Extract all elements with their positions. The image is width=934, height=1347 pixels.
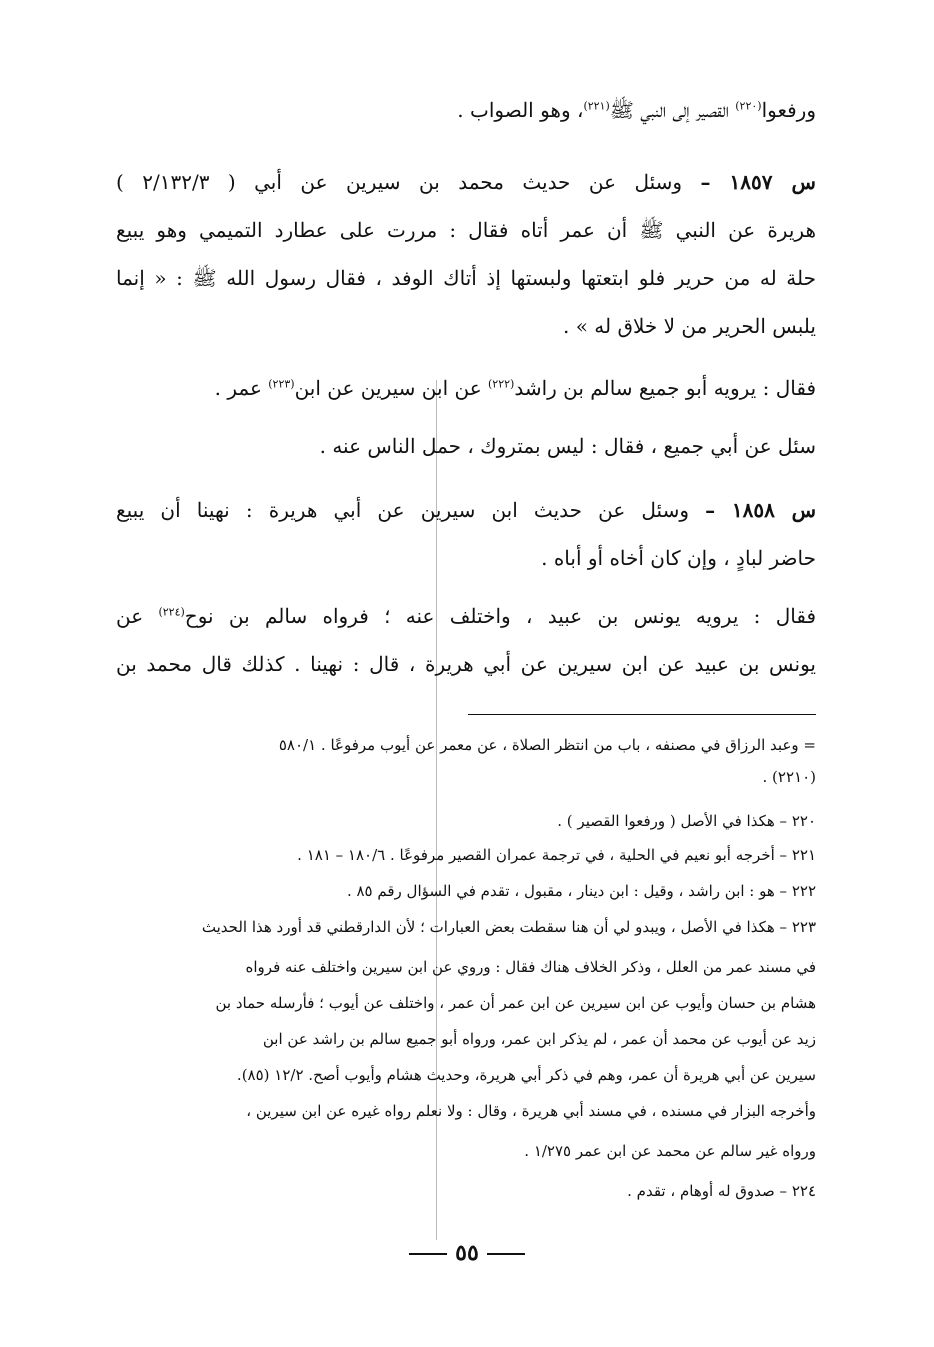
text-run: القصير إلى النبي ﷺ — [609, 98, 736, 122]
question-1857-line-2: هريرة عن النبي ﷺ أن عمر أتاه فقال : مررت على عطارد التميمي وهو يبيع — [116, 218, 816, 242]
footnote-223-line-1: ٢٢٣ – هكذا في الأصل ، ويبدو لي أن هنا سقطت بعض العبارات ؛ لأن الدارقطني قد أورد هذا الحديث — [201, 918, 816, 936]
footnote-223-line-4: زيد عن أيوب عن محمد أن عمر ، لم يذكر ابن عمر، ورواه أبو جميع سالم بن راشد عن ابن — [262, 1030, 816, 1048]
question-number: س ١٨٥٨ – — [705, 498, 816, 522]
text-run: عمر . — [214, 376, 269, 400]
question-number: س ١٨٥٧ – — [700, 170, 816, 194]
footnote-ref[interactable]: (٢٢٢) — [488, 377, 515, 391]
footnote-222: ٢٢٢ – هو : ابن راشد ، وقيل : ابن دينار ، مقبول ، تقدم في السؤال رقم ٨٥ . — [346, 882, 816, 900]
page-number-block — [0, 1240, 934, 1266]
footnote-ref[interactable]: (٢٢٣) — [268, 377, 295, 391]
text-run: عن ابن سيرين عن ابن — [294, 376, 488, 400]
answer-1857-line-1 — [116, 378, 816, 398]
footnote-223-line-7: ورواه غير سالم عن محمد عن ابن عمر ١/٢٧٥ . — [524, 1142, 816, 1160]
page-number: ٥٥ — [455, 1240, 479, 1266]
footnote-223-line-6: وأخرجه البزار في مسنده ، في مسند أبي هريرة ، وقال : ولا نعلم رواه غيره عن ابن سيرين ، — [246, 1102, 816, 1120]
answer-1857-line-2: سئل عن أبي جميع ، فقال : ليس بمتروك ، حمل الناس عنه . — [319, 434, 816, 458]
text-run: ورفعوا — [761, 98, 816, 122]
footnote-ref[interactable]: (٢٢٠) — [735, 99, 762, 113]
footnote-223-line-5: سيرين عن أبي هريرة أن عمر، وهم في ذكر أبي هريرة، وحديث هشام وأيوب أصح. ١٢/٢ (٨٥). — [236, 1066, 816, 1084]
footnote-224: ٢٢٤ – صدوق له أوهام ، تقدم . — [627, 1182, 816, 1200]
text-run: ، وهو الصواب . — [457, 98, 584, 122]
footnote-ref[interactable]: (٢٢٤) — [158, 605, 185, 619]
answer-1858-line-2: يونس بن عبيد عن ابن سيرين عن أبي هريرة ، قال : نهينا . كذلك قال محمد بن — [116, 652, 816, 676]
footnote-220: ٢٢٠ – هكذا في الأصل ( ورفعوا القصير ) . — [557, 812, 816, 830]
text-run: عن — [116, 604, 159, 628]
question-1857-line-3: حلة له من حرير فلو ابتعتها ولبستها إذ أتاك الوفد ، فقال رسول الله ﷺ : « إنما — [116, 266, 816, 290]
text-run: وسئل عن حديث محمد بن سيرين عن أبي ( ٢/١٣٢/٣ ) — [116, 170, 701, 194]
question-1857-line-4: يلبس الحرير من لا خلاق له » . — [563, 314, 816, 338]
footnote-continuation-line: = وعبد الرزاق في مصنفه ، باب من انتظر الصلاة ، عن معمر عن أيوب مرفوعًا . ٥٨٠/١ — [278, 736, 816, 754]
text-run: وسئل عن حديث ابن سيرين عن أبي هريرة : نهينا أن يبيع — [116, 498, 706, 522]
text-run: فقال : يرويه يونس بن عبيد ، واختلف عنه ؛ فرواه سالم بن نوح — [184, 604, 817, 628]
footnote-separator — [468, 714, 816, 715]
question-1857-line-1 — [116, 172, 816, 192]
question-1858-line-1 — [116, 500, 816, 520]
footnote-223-line-2: في مسند عمر من العلل ، وذكر الخلاف هناك فقال : وروي عن ابن سيرين واختلف عنه فرواه — [245, 958, 816, 976]
paragraph-line — [116, 100, 816, 120]
answer-1858-line-1 — [116, 606, 816, 626]
footnote-223-line-3: هشام بن حسان وأيوب عن ابن سيرين عن ابن عمر أن عمر ، واختلف عن أيوب ؛ فأرسله حماد بن — [215, 994, 816, 1012]
folio-dash — [487, 1253, 525, 1255]
question-1858-line-2: حاضر لبادٍ ، وإن كان أخاه أو أباه . — [541, 546, 816, 570]
footnote-continuation-line: (٢٢١٠) . — [762, 768, 816, 786]
folio-dash — [409, 1253, 447, 1255]
footnote-221: ٢٢١ – أخرجه أبو نعيم في الحلية ، في ترجمة عمران القصير مرفوعًا . ١٨٠/٦ – ١٨١ . — [297, 846, 816, 864]
text-run: فقال : يرويه أبو جميع سالم بن راشد — [514, 376, 816, 400]
footnote-ref[interactable]: (٢٢١) — [583, 99, 610, 113]
